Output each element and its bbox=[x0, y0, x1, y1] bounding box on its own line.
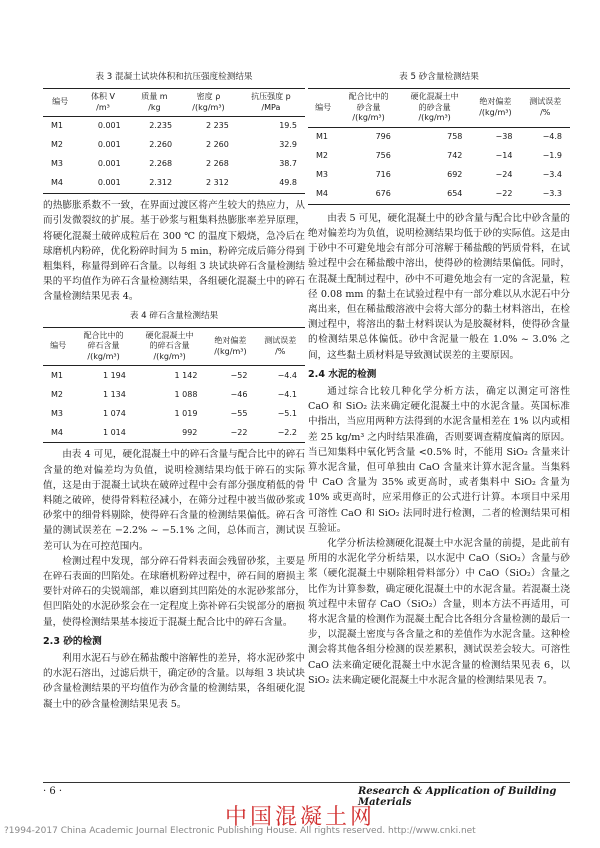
table4-header: 硬化混凝土中 的碎石含量 /(kg/m³) bbox=[145, 330, 194, 361]
left-column bbox=[43, 68, 305, 712]
table3-header: 体积 V /m³ bbox=[91, 92, 116, 112]
table5-header: 编号 bbox=[315, 102, 332, 112]
table3-header: 质量 m /kg bbox=[141, 92, 168, 112]
table-row bbox=[308, 185, 570, 205]
table-cell: −46 bbox=[230, 389, 248, 399]
table-cell: 692 bbox=[447, 169, 463, 179]
table-cell: 742 bbox=[447, 150, 463, 160]
paragraph: 的热膨胀系数不一致，在界面过渡区将产生较大的热应力，从而引发微裂纹的扩展。基于砂浆与粗集料热膨胀率差异原理，将硬化混凝土破碎成粒后在 300 ℃ 的温度下煅烧，急冷后在球磨机内粉碎，优化粉碎时间为 5 min，粉碎完成后筛分得到粗集料，称量得到碎石含量。以每组 3 块试块碎石含量检测结果的平均值作为碎石含量检测结果，各组硬化混凝土中的碎石含量检测结果见表 4。 bbox=[43, 200, 305, 303]
table3-header-row bbox=[43, 89, 305, 117]
table4-header: 配合比中的 碎石含量 /(kg/m³) bbox=[83, 330, 124, 361]
table-cell: 654 bbox=[447, 188, 463, 198]
journal-name: Research & Application of Building Materials bbox=[358, 786, 557, 808]
table-cell: 1 142 bbox=[174, 370, 198, 380]
table-cell: 38.7 bbox=[279, 159, 297, 169]
table-cell: 0.001 bbox=[97, 178, 121, 188]
table-cell: 2 235 bbox=[205, 121, 229, 131]
copyright-notice: ?1994-2017 China Academic Journal Electronic Publishing House. All rights reserved. http://www.cnki.net bbox=[4, 826, 476, 836]
table-row bbox=[43, 155, 305, 174]
table-cell: −3.4 bbox=[542, 169, 562, 179]
table-cell: 1 088 bbox=[174, 389, 198, 399]
table-cell: 756 bbox=[375, 150, 391, 160]
table-cell: 0.001 bbox=[97, 140, 121, 150]
paragraph: 化学分析法检测硬化混凝土中水泥含量的前提，是此前有所用的水泥化学分析结果，以水泥中 CaO（SiO₂）含量与砂浆（硬化混凝土中剔除粗骨料部分）中 CaO（SiO₂）含量之比作为计算参数，确定硬化混凝土中的水泥含量。若混凝土浇筑过程中未留存 CaO（SiO₂）含量，则本方法不再适用，可将水泥含量的检测作为混凝土配合比各组分含量检测的最后一步，以混凝土密度与各含量之和的差值作为水泥含量。这种检测会将其他各组分检测的误差累积，测试误差会较大。可溶性 CaO 法来确定硬化混凝土中水泥含量的检测结果见表 6，以 SiO₂ 法来确定硬化混凝土中水泥含量的检测结果见表 7。 bbox=[308, 537, 570, 686]
table-row bbox=[43, 174, 305, 194]
page-number: · 6 · bbox=[43, 786, 63, 797]
table3 bbox=[43, 88, 305, 194]
table3-caption: 表 3 混凝土试块体积和抗压强度检测结果 bbox=[95, 72, 253, 82]
table-cell: 2.235 bbox=[149, 121, 173, 131]
table-cell: −1.9 bbox=[542, 150, 562, 160]
table-cell: 2 268 bbox=[205, 159, 229, 169]
table-cell: 2.260 bbox=[149, 140, 173, 150]
table-cell: 1 074 bbox=[102, 408, 126, 418]
table-cell: 1 019 bbox=[174, 408, 198, 418]
section-heading: 2.4 水泥的检测 bbox=[308, 368, 377, 380]
table4-header-row bbox=[43, 327, 305, 366]
table-cell: 32.9 bbox=[279, 140, 297, 150]
table-cell: M4 bbox=[316, 188, 328, 198]
table-cell: 2 312 bbox=[205, 178, 229, 188]
table-cell: −22 bbox=[230, 427, 248, 437]
table5-header: 硬化混凝土中 的砂含量 /(kg/m³) bbox=[410, 92, 459, 123]
table-cell: −3.3 bbox=[542, 188, 562, 198]
table-cell: −52 bbox=[230, 370, 248, 380]
table-row bbox=[308, 166, 570, 185]
table-cell: 676 bbox=[375, 188, 391, 198]
section-heading: 2.3 砂的检测 bbox=[43, 635, 102, 647]
table-cell: 1 014 bbox=[102, 427, 126, 437]
paragraph: 由表 4 可见，硬化混凝土中的碎石含量与配合比中的碎石含量的绝对偏差均为负值，说明检测结果均低于碎石的实际值，这是由于混凝土试块在破碎过程中会有部分强度稍低的骨料随之破碎，使得骨料粒径减小，在筛分过程中被当做砂浆或砂浆中的细骨料剔除，使得碎石含量的检测结果偏低。碎石含量的测试误差在 −2.2% ~ −5.1% 之间，总体而言，测试误差可认为在可控范围内。 bbox=[43, 449, 305, 552]
table3-header: 编号 bbox=[52, 97, 69, 107]
paragraph: 由表 5 可见，硬化混凝土中的砂含量与配合比中砂含量的绝对偏差均为负值，说明检测结果均低于砂的实际值。这是由于砂中不可避免地会有部分可溶解于稀盐酸的钙质骨料，在试验过程中会在稀盐酸中溶出，使得砂的检测结果偏低。同时，在混凝土配制过程中，砂中不可避免地会有一定的含泥量，粒径 0.08 mm 的黏土在试验过程中有一部分难以从水泥石中分离出来，但在稀盐酸溶液中会将大部分的黏土材料溶出，在检测过程中，将溶出的黏土材料误认为是胶凝材料，使得砂含量的检测结果总体偏低。砂中含泥量一般在 1.0% ~ 3.0% 之间，这些黏土质材料是导致测试误差的主要原因。 bbox=[308, 212, 570, 361]
right-column bbox=[308, 68, 570, 688]
paragraph: 利用水泥石与砂在稀盐酸中溶解性的差异，将水泥砂浆中的水泥石溶出，过滤后烘干，确定砂的含量。以每组 3 块试块砂含量检测结果的平均值作为砂含量的检测结果，各组硬化混凝土中的砂含量检测结果见表 5。 bbox=[43, 652, 305, 710]
table-cell: 992 bbox=[182, 427, 198, 437]
table5-header: 测试误差 /% bbox=[529, 97, 562, 117]
table-cell: M3 bbox=[51, 408, 63, 418]
table-row bbox=[43, 385, 305, 404]
table-cell: M4 bbox=[51, 427, 63, 437]
table-cell: 758 bbox=[447, 131, 463, 141]
table-cell: −55 bbox=[230, 408, 248, 418]
table4 bbox=[43, 327, 305, 444]
table-cell: M1 bbox=[51, 121, 63, 131]
table5-caption: 表 5 砂含量检测结果 bbox=[399, 72, 479, 82]
table-cell: M3 bbox=[316, 169, 328, 179]
table3-header: 抗压强度 p /MPa bbox=[251, 92, 291, 112]
table-cell: −5.1 bbox=[277, 408, 297, 418]
table4-block bbox=[43, 309, 305, 444]
watermark: 中国混凝土网 bbox=[224, 805, 375, 830]
table-cell: 2 260 bbox=[205, 140, 229, 150]
table3-block bbox=[43, 70, 305, 194]
table-cell: −2.2 bbox=[277, 427, 297, 437]
table-cell: −14 bbox=[495, 150, 513, 160]
table-cell: M1 bbox=[316, 131, 328, 141]
table-cell: 49.8 bbox=[279, 178, 297, 188]
table-cell: 1 194 bbox=[102, 370, 126, 380]
table5-header-row bbox=[308, 89, 570, 128]
table-cell: 716 bbox=[375, 169, 391, 179]
table-cell: M1 bbox=[51, 370, 63, 380]
table4-caption: 表 4 碎石含量检测结果 bbox=[129, 310, 219, 321]
table-cell: −24 bbox=[495, 169, 513, 179]
table-cell: 19.5 bbox=[279, 121, 297, 131]
table5-block bbox=[308, 70, 570, 205]
table4-header: 绝对偏差 /(kg/m³) bbox=[214, 336, 247, 356]
table5 bbox=[308, 88, 570, 205]
table-cell: M2 bbox=[316, 150, 328, 160]
table-cell: 0.001 bbox=[97, 121, 121, 131]
table-cell: M4 bbox=[51, 178, 63, 188]
table-row bbox=[43, 366, 305, 386]
table3-header: 密度 ρ /(kg/m³) bbox=[192, 92, 225, 112]
table-cell: 2.268 bbox=[149, 159, 173, 169]
table-cell: 1 134 bbox=[102, 389, 126, 399]
table-row bbox=[43, 117, 305, 137]
table-row bbox=[43, 136, 305, 155]
footer-divider bbox=[43, 782, 570, 783]
table-cell: M2 bbox=[51, 140, 63, 150]
table5-header: 配合比中的 砂含量 /(kg/m³) bbox=[348, 92, 389, 123]
paragraph: 通过综合比较几种化学分析方法，确定以测定可溶性 CaO 和 SiO₂ 法来确定硬化混凝土中的水泥含量。英国标准中指出，当应用两种方法得到的水泥含量相差在 1% 以内或相差 25 kg/m³ 之内时结果准确，否则要调查精度偏离的原因。当已知集料中氧化钙含量 <0.5% 时，不能用 SiO₂ 含量来计算水泥含量，但可单独由 CaO 含量来计算水泥含量。当集料中 CaO 含量为 35% 或更高时，或者集料中 SiO₂ 含量为 10% 或更高时，应采用修正的公式进行计算。本项目中采用可溶性 CaO 和 SiO₂ 法同时进行检测，二者的检测结果可相互验证。 bbox=[308, 385, 570, 534]
table-cell: 796 bbox=[375, 131, 391, 141]
table-cell: −22 bbox=[495, 188, 513, 198]
paragraph: 检测过程中发现，部分碎石骨料表面会残留砂浆，主要是在碎石表面的凹陷处。在球磨机粉碎过程中，碎石间的磨损主要针对碎石的尖锐端部，难以磨到其凹陷处的水泥砂浆部分，但凹陷处的水泥砂浆会在一定程度上弥补碎石尖锐部分的磨损量，使得检测结果基本接近于混凝土配合比中的碎石含量。 bbox=[43, 555, 305, 628]
table-row bbox=[43, 404, 305, 423]
table-cell: −4.1 bbox=[277, 389, 297, 399]
table-cell: −38 bbox=[495, 131, 513, 141]
table-row bbox=[308, 127, 570, 147]
table4-header: 编号 bbox=[50, 341, 67, 351]
table-row bbox=[308, 147, 570, 166]
table-cell: M2 bbox=[51, 389, 63, 399]
table-cell: 0.001 bbox=[97, 159, 121, 169]
table5-header: 绝对偏差 /(kg/m³) bbox=[479, 97, 512, 117]
table-row bbox=[43, 423, 305, 443]
table-cell: M3 bbox=[51, 159, 63, 169]
table-cell: −4.4 bbox=[277, 370, 297, 380]
table-cell: −4.8 bbox=[542, 131, 562, 141]
table-cell: 2.312 bbox=[149, 178, 173, 188]
table4-header: 测试误差 /% bbox=[264, 336, 297, 356]
